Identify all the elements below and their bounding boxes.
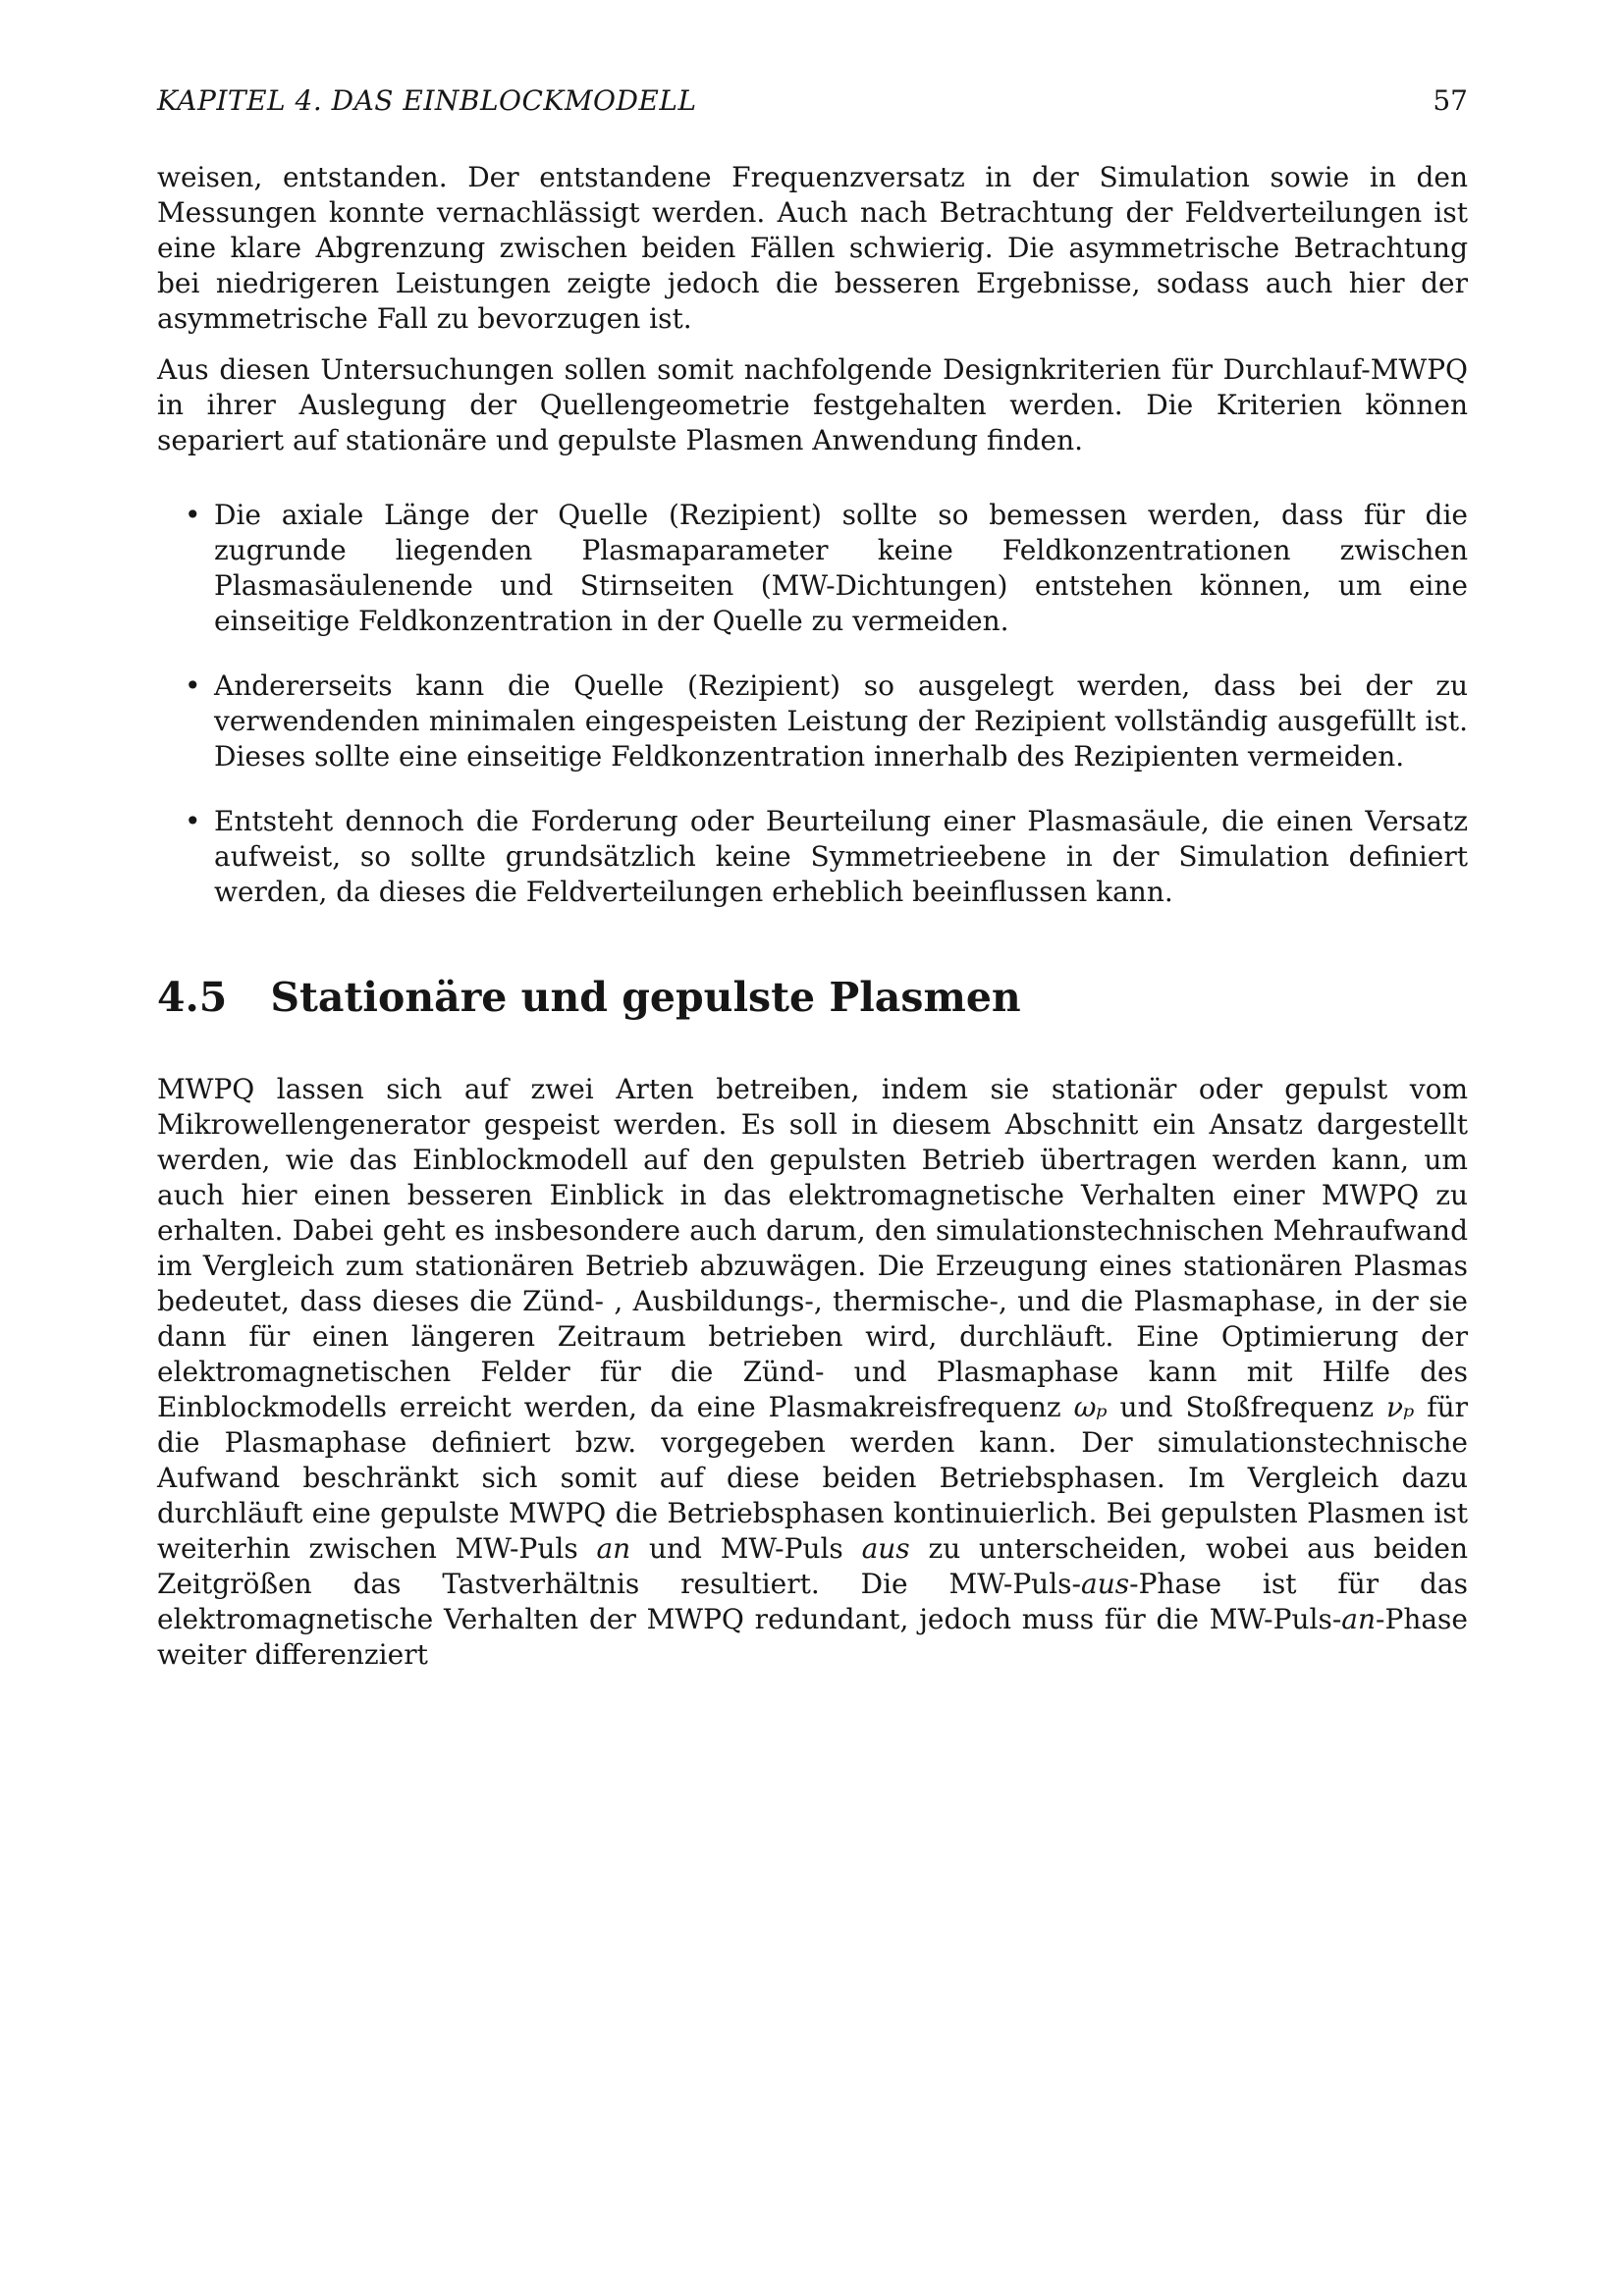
list-item-text: Andererseits kann die Quelle (Rezipient) so ausgelegt werden, dass bei der zu verwendenden minimalen eingespeisten Leistung der Rezipient vollständig ausgefüllt ist. Dieses sollte eine einseitige Feldkonzentration innerhalb des Rezipienten vermeiden. — [214, 669, 1468, 773]
list-item — [157, 498, 1468, 639]
design-criteria-list — [157, 498, 1468, 910]
list-item-text: Entsteht dennoch die Forderung oder Beurteilung einer Plasmasäule, die einen Versatz aufweist, so sollte grundsätzlich keine Symmetrieebene in der Simulation definiert werden, da dieses die Feldverteilungen erheblich beeinflussen kann. — [214, 805, 1468, 908]
section-number: 4.5 — [157, 974, 228, 1021]
section-heading — [157, 975, 1468, 1021]
running-head — [157, 84, 1468, 117]
list-item — [157, 804, 1468, 910]
page-number: 57 — [1433, 84, 1468, 117]
section-title: Stationäre und gepulste Plasmen — [270, 974, 1021, 1021]
bullet-marker: • — [185, 805, 201, 837]
list-item-text: Die axiale Länge der Quelle (Rezipient) sollte so bemessen werden, dass für die zugrunde liegenden Plasmaparameter keine Feldkonzentrationen zwischen Plasmasäulenende und Stirnseiten (MW-Dichtungen) entstehen können, um eine einseitige Feldkonzentration in der Quelle zu vermeiden. — [214, 499, 1468, 637]
intro-paragraph-2: Aus diesen Untersuchungen sollen somit nachfolgende Designkriterien für Durchlauf-MWPQ in ihrer Auslegung der Quellengeometrie festgehalten werden. Die Kriterien können separiert auf stationäre und gepulste Plasmen Anwendung finden. — [157, 353, 1468, 456]
bullet-marker: • — [185, 499, 201, 531]
intro-paragraph-1: weisen, entstanden. Der entstandene Frequenzversatz in der Simulation sowie in den Messungen konnte vernachlässigt werden. Auch nach Betrachtung der Feldverteilungen ist eine klare Abgrenzung zwischen beiden Fällen schwierig. Die asymmetrische Betrachtung bei niedrigeren Leistungen zeigte jedoch die besseren Ergebnisse, sodass auch hier der asymmetrische Fall zu bevorzugen ist. — [157, 161, 1468, 335]
list-item — [157, 668, 1468, 774]
chapter-header-title: KAPITEL 4. DAS EINBLOCKMODELL — [157, 84, 697, 117]
body-paragraph: MWPQ lassen sich auf zwei Arten betreiben, indem sie stationär oder gepulst vom Mikrowellengenerator gespeist werden. Es soll in diesem Abschnitt ein Ansatz dargestellt werden, wie das Einblockmodell auf den gepulsten Betrieb übertragen werden kann, um auch hier einen besseren Einblick in das elektromagnetische Verhalten einer MWPQ zu erhalten. Dabei geht es insbesondere auch darum, den simulationstechnischen Mehraufwand im Vergleich zum stationären Betrieb abzuwägen. Die Erzeugung eines stationären Plasmas bedeutet, dass dieses die Zünd- , Ausbildungs-, thermische-, und die Plasmaphase, in der sie dann für einen längeren Zeitraum betrieben wird, durchläuft. Eine Optimierung der elektromagnetischen Felder für die Zünd- und Plasmaphase kann mit Hilfe des Einblockmodells erreicht werden, da eine Plasmakreisfrequenz ωₚ und Stoßfrequenz νₚ für die Plasmaphase definiert bzw. vorgegeben werden kann. Der simulationstechnische Aufwand beschränkt sich somit auf diese beiden Betriebsphasen. Im Vergleich dazu durchläuft eine gepulste MWPQ die Betriebsphasen kontinuierlich. Bei gepulsten Plasmen ist weiterhin zwischen MW-Puls an und MW-Puls aus zu unterscheiden, wobei aus beiden Zeitgrößen das Tastverhältnis resultiert. Die MW-Puls-aus-Phase ist für das elektromagnetische Verhalten der MWPQ redundant, jedoch muss für die MW-Puls-an-Phase weiter differenziert — [157, 1073, 1468, 1672]
bullet-marker: • — [185, 669, 201, 702]
